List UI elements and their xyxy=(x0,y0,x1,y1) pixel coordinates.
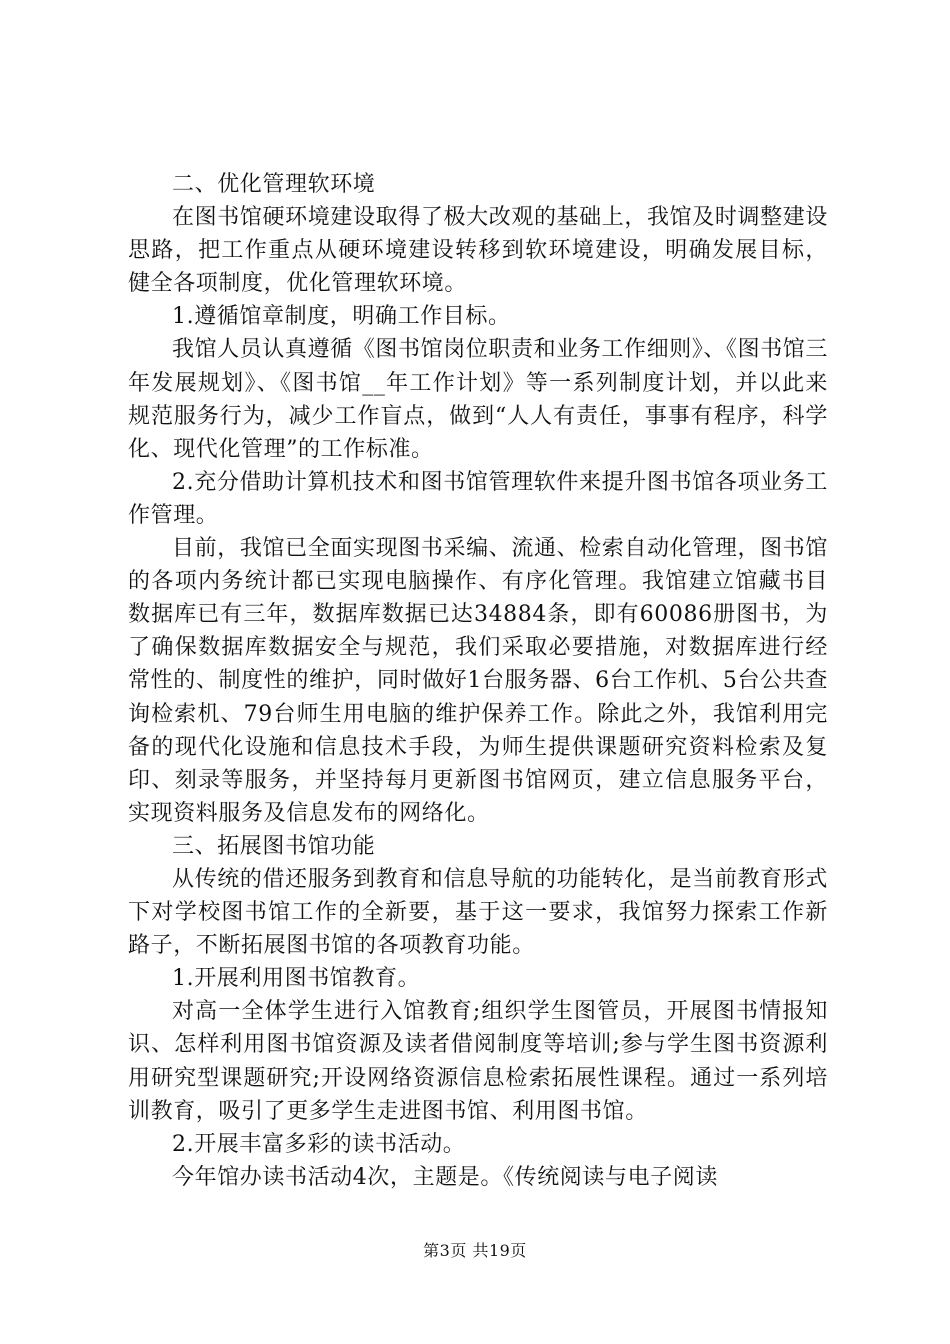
section-heading-2: 二、优化管理软环境 xyxy=(172,172,376,197)
paragraph-intro: 在图书馆硬环境建设取得了极大改观的基础上，我馆及时调整建设思路，把工作重点从硬环境建设转移到软环境建设，明确发展目标，健全各项制度，优化管理软环境。 xyxy=(128,205,828,297)
page-number-footer: 第3页 共19页 xyxy=(423,1241,527,1260)
subheading-2: 2.充分借助计算机技术和图书馆管理软件来提升图书馆各项业务工作管理。 xyxy=(128,469,828,528)
paragraph-regulations: 我馆人员认真遵循《图书馆岗位职责和业务工作细则》、《图书馆三年发展规划》、《图书馆__年工作计划》等一系列制度计划，并以此来规范服务行为，减少工作盲点，做到“人人有责任，事事有程序，科学化、现代化管理”的工作标准。 xyxy=(128,337,829,462)
paragraph-functions: 从传统的借还服务到教育和信息导航的功能转化，是当前教育形式下对学校图书馆工作的全新要，基于这一要求，我馆努力探索工作新路子，不断拓展图书馆的各项教育功能。 xyxy=(128,866,828,959)
paragraph-automation: 目前，我馆已全面实现图书采编、流通、检索自动化管理，图书馆的各项内务统计都已实现电脑操作、有序化管理。我馆建立馆藏书目数据库已有三年，数据库数据已达34884条，即有60086册图书，为了确保数据库数据安全与规范，我们采取必要措施，对数据库进行经常性的、制度性的维护，同时做好1台服务器、6台工作机、5台公共查询检索机、79台师生用电脑的维护保养工作。除此之外，我馆利用完备的现代化设施和信息技术手段，为师生提供课题研究资料检索及复印、刻录等服务，并坚持每月更新图书馆网页，建立信息服务平台，实现资料服务及信息发布的网络化。 xyxy=(128,536,828,826)
subheading-1: 1.遵循馆章制度，明确工作目标。 xyxy=(172,304,511,330)
paragraph-education: 对高一全体学生进行入馆教育;组织学生图管员，开展图书情报知识、怎样利用图书馆资源及读者借阅制度等培训;参与学生图书资源利用研究型课题研究;开设网络资源信息检索拓展性课程。通过一系列培训教育，吸引了更多学生走进图书馆、利用图书馆。 xyxy=(128,999,828,1124)
subheading-3: 1.开展利用图书馆教育。 xyxy=(172,966,421,992)
subheading-4: 2.开展丰富多彩的读书活动。 xyxy=(172,1131,466,1157)
document-body xyxy=(128,168,828,1194)
section-heading-3: 三、拓展图书馆功能 xyxy=(172,833,376,859)
paragraph-reading-activities: 今年馆办读书活动4次，主题是。《传统阅读与电子阅读 xyxy=(172,1164,718,1190)
